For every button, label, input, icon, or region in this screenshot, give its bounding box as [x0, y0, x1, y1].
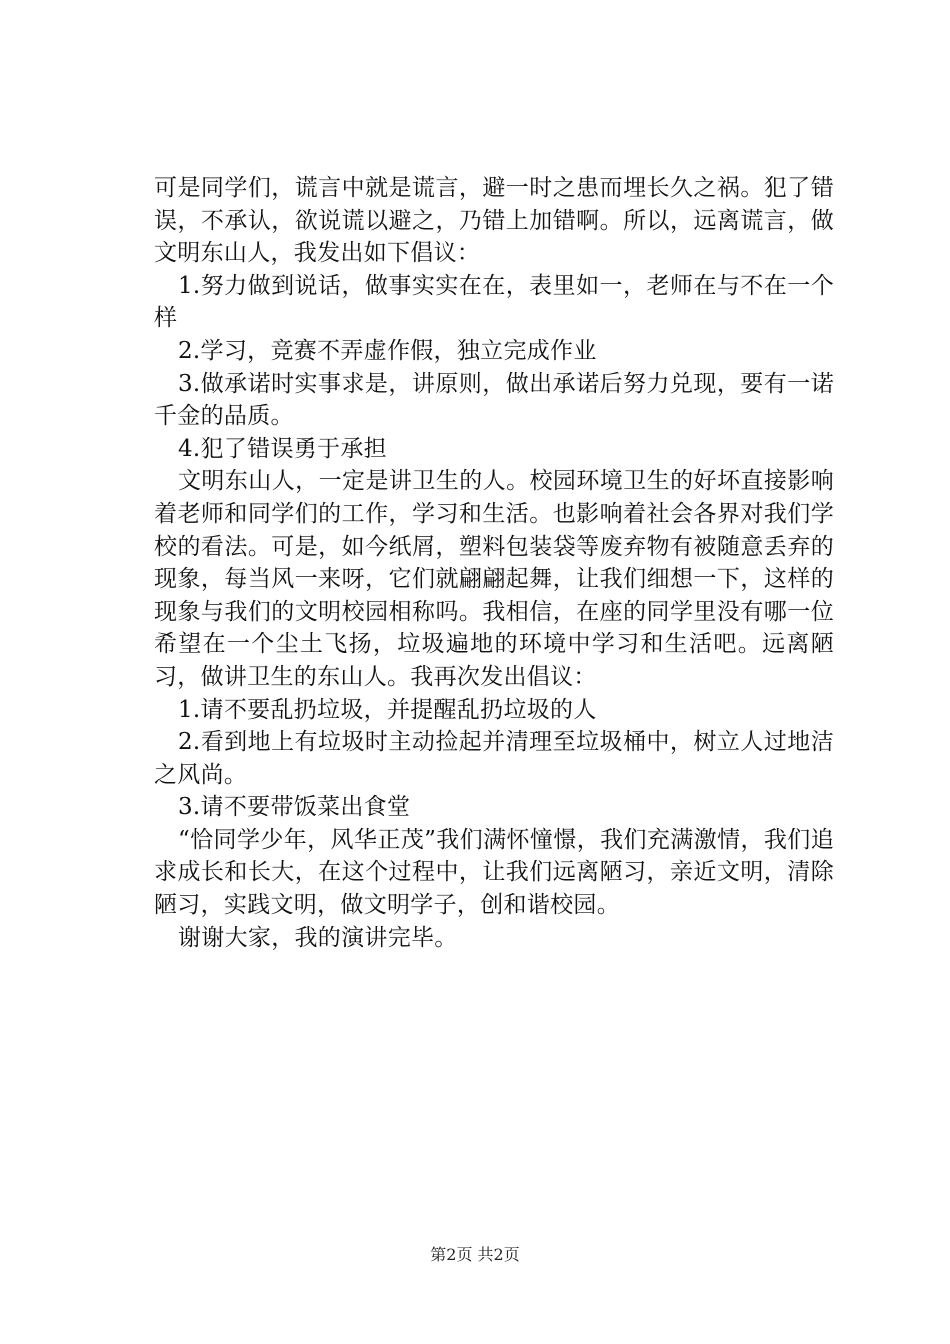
- paragraph-8: 2.看到地上有垃圾时主动捡起并清理至垃圾桶中，树立人过地洁之风尚。: [154, 729, 834, 788]
- paragraph-6: 文明东山人，一定是讲卫生的人。校园环境卫生的好坏直接影响着老师和同学们的工作，学习和生活。也影响着社会各界对我们学校的看法。可是，如今纸屑，塑料包装袋等废弃物有被随意丢弃的现象，每当风一来呀，它们就翩翩起舞，让我们细想一下，这样的现象与我们的文明校园相称吗。我相信，在座的同学里没有哪一位希望在一个尘土飞扬，垃圾遍地的环境中学习和生活吧。远离陋习，做讲卫生的东山人。我再次发出倡议：: [154, 468, 834, 690]
- paragraph-10: “恰同学少年，风华正茂”我们满怀憧憬，我们充满激情，我们追求成长和长大，在这个过程中，让我们远离陋习，亲近文明，清除陋习，实践文明，做文明学子，创和谐校园。: [154, 826, 834, 919]
- page-footer: [0, 1244, 950, 1266]
- paragraph-2: 1.努力做到说话，做事实实在在，表里如一，老师在与不在一个样: [154, 272, 834, 332]
- paragraph-9: 3.请不要带饭菜出食堂: [178, 794, 411, 821]
- paragraph-4: 3.做承诺时实事求是，讲原则，做出承诺后努力兑现，要有一诺千金的品质。: [154, 370, 834, 430]
- paragraph-7: 1.请不要乱扔垃圾，并提醒乱扔垃圾的人: [178, 696, 597, 723]
- paragraph-11: 谢谢大家，我的演讲完毕。: [178, 924, 458, 951]
- paragraph-1: 可是同学们，谎言中就是谎言，避一时之患而埋长久之祸。犯了错误，不承认，欲说谎以避之，乃错上加错啊。所以，远离谎言，做文明东山人，我发出如下倡议：: [154, 175, 834, 267]
- page-number-label: 第2页 共2页: [430, 1245, 520, 1264]
- body-text: [154, 172, 834, 954]
- paragraph-3: 2.学习，竞赛不弄虚作假，独立完成作业: [178, 337, 597, 364]
- paragraph-5: 4.犯了错误勇于承担: [178, 435, 387, 462]
